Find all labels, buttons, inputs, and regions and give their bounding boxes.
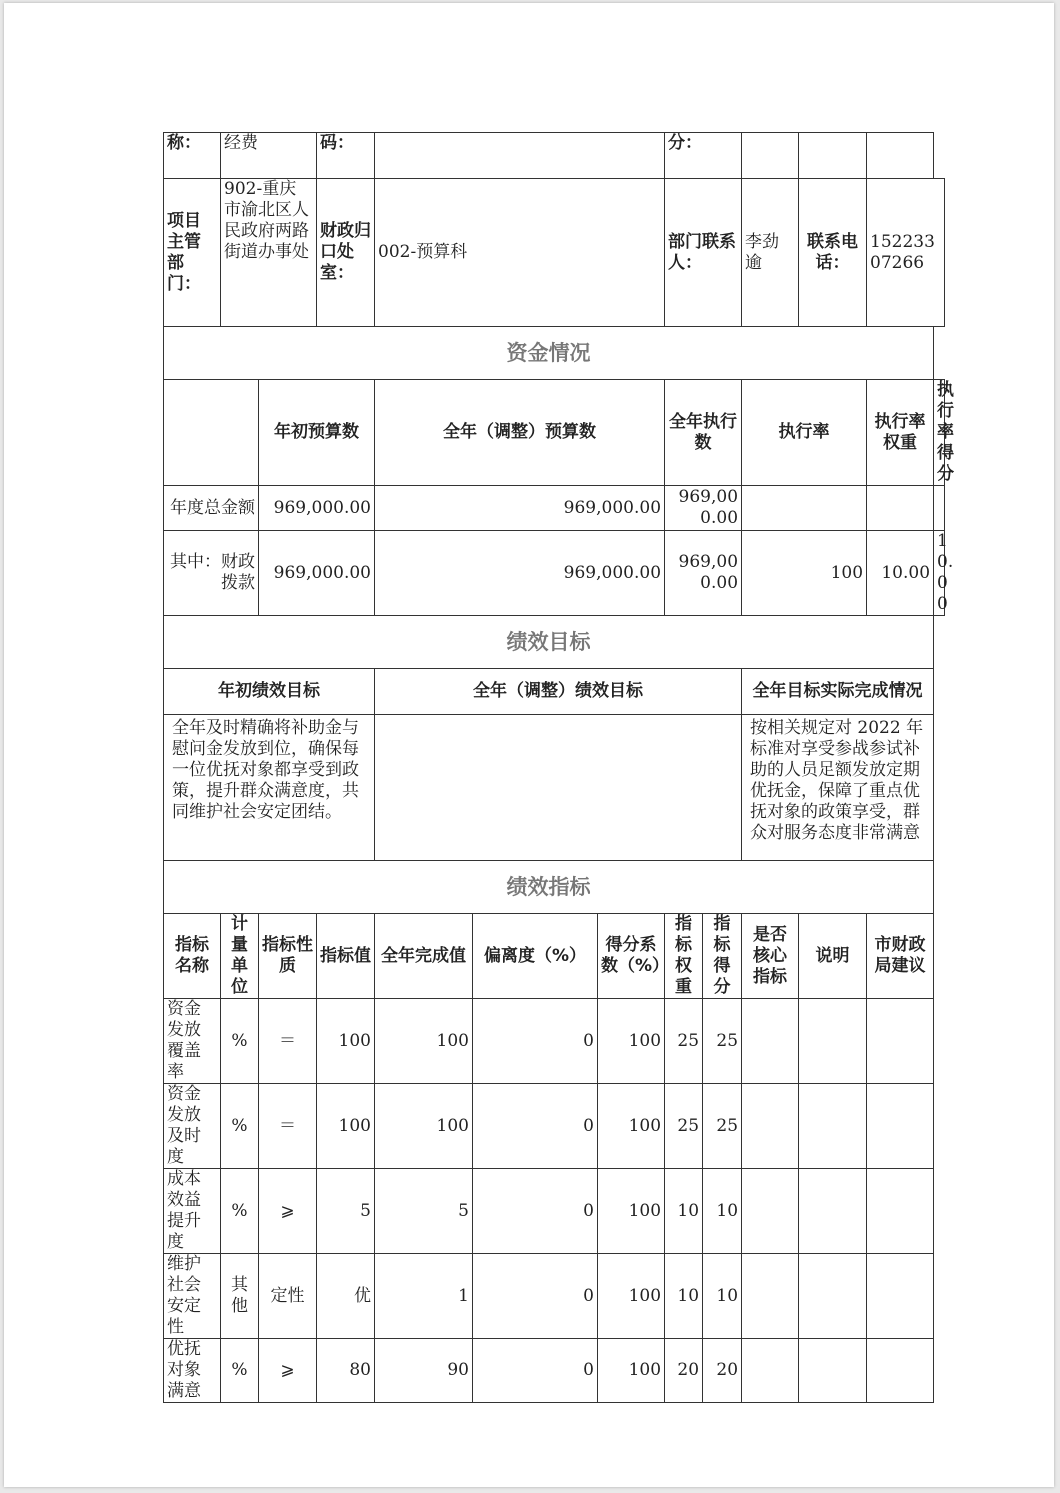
funds-fiscal-label: 其中：财政拨款: [164, 531, 259, 616]
indicators-section-title: 绩效指标: [164, 861, 934, 914]
indicator-value: 100: [317, 1084, 375, 1169]
indicator-name: 优抚对象满意: [164, 1339, 221, 1403]
score-label: 分：: [665, 133, 742, 179]
indicator-nature: 定性: [259, 1254, 317, 1339]
indicator-core: [742, 999, 799, 1084]
indicator-completed: 100: [375, 1084, 473, 1169]
ind-header-nature: 指标性质: [259, 914, 317, 999]
contact-label: 部门联系人：: [665, 179, 742, 327]
indicator-name: 成本效益提升度: [164, 1169, 221, 1254]
indicator-completed: 90: [375, 1339, 473, 1403]
funds-total-initial: 969,000.00: [259, 486, 375, 531]
funds-fiscal-adjusted: 969,000.00: [375, 531, 665, 616]
goals-initial-text: 全年及时精确将补助金与慰问金发放到位，确保每一位优抚对象都享受到政策，提升群众满意度，共同维护社会安定团结。: [164, 715, 375, 861]
performance-evaluation-table: [163, 132, 955, 1403]
ind-header-score: 指标得分: [703, 914, 742, 999]
name-value: 经费: [221, 133, 317, 179]
funds-total-label: 年度总金额: [164, 486, 259, 531]
indicator-nature: ＝: [259, 999, 317, 1084]
indicator-unit: %: [221, 1339, 259, 1403]
indicator-row: [164, 1339, 945, 1403]
indicators-body: [164, 999, 945, 1403]
indicator-deviation: 0: [473, 1339, 598, 1403]
goals-actual-text: 按相关规定对 2022 年标准对享受参战参试补助的人员足额发放定期优抚金，保障了重点优抚对象的政策享受，群众对服务态度非常满意: [742, 715, 934, 861]
funds-total-score: [934, 486, 945, 531]
ind-header-completed: 全年完成值: [375, 914, 473, 999]
indicator-note: [799, 1339, 867, 1403]
funds-header-initial: 年初预算数: [259, 380, 375, 486]
dept-value: 902-重庆市渝北区人民政府两路街道办事处: [221, 179, 317, 327]
indicator-unit: %: [221, 1169, 259, 1254]
indicator-weight: 20: [665, 1339, 703, 1403]
funds-header-executed: 全年执行数: [665, 380, 742, 486]
name-label: 称：: [164, 133, 221, 179]
indicator-coefficient: 100: [598, 1169, 665, 1254]
funds-header-score: 执行率得分: [934, 380, 945, 486]
indicator-score: 25: [703, 999, 742, 1084]
indicator-deviation: 0: [473, 1254, 598, 1339]
funds-header-row: [164, 380, 945, 486]
funds-fiscal-initial: 969,000.00: [259, 531, 375, 616]
indicator-row: [164, 999, 945, 1084]
office-value: 002-预算科: [375, 179, 665, 327]
funds-total-row: [164, 486, 945, 531]
ind-header-value: 指标值: [317, 914, 375, 999]
funds-section-title: 资金情况: [164, 327, 934, 380]
funds-section-row: [164, 327, 945, 380]
funds-fiscal-weight: 10.00: [867, 531, 934, 616]
indicator-note: [799, 1084, 867, 1169]
indicator-core: [742, 1254, 799, 1339]
indicator-weight: 10: [665, 1254, 703, 1339]
indicator-name: 维护社会安定性: [164, 1254, 221, 1339]
score-value-3: [867, 133, 934, 179]
indicator-deviation: 0: [473, 1084, 598, 1169]
indicator-value: 80: [317, 1339, 375, 1403]
indicator-score: 10: [703, 1169, 742, 1254]
indicator-suggestion: [867, 1339, 934, 1403]
indicator-core: [742, 1169, 799, 1254]
indicator-value: 优: [317, 1254, 375, 1339]
funds-fiscal-executed: 969,000.00: [665, 531, 742, 616]
score-value-1: [742, 133, 799, 179]
goals-section-row: [164, 616, 945, 669]
indicator-completed: 1: [375, 1254, 473, 1339]
phone-value: 15223307266: [867, 179, 945, 327]
goals-header-row: [164, 669, 945, 715]
indicator-row: [164, 1084, 945, 1169]
indicator-unit: %: [221, 999, 259, 1084]
goals-header-adjusted: 全年（调整）绩效目标: [375, 669, 742, 715]
dept-label: 项目主管部门：: [164, 179, 221, 327]
indicator-suggestion: [867, 999, 934, 1084]
indicator-unit: %: [221, 1084, 259, 1169]
contact-value: 李劲逾: [742, 179, 799, 327]
indicator-value: 100: [317, 999, 375, 1084]
funds-total-rate: [742, 486, 867, 531]
score-value-2: [799, 133, 867, 179]
goals-header-actual: 全年目标实际完成情况: [742, 669, 934, 715]
office-label: 财政归口处室：: [317, 179, 375, 327]
indicator-coefficient: 100: [598, 1084, 665, 1169]
funds-header-weight: 执行率权重: [867, 380, 934, 486]
indicator-weight: 25: [665, 1084, 703, 1169]
funds-header-rate: 执行率: [742, 380, 867, 486]
ind-header-name: 指标名称: [164, 914, 221, 999]
indicator-weight: 10: [665, 1169, 703, 1254]
goals-section-title: 绩效目标: [164, 616, 934, 669]
indicator-completed: 5: [375, 1169, 473, 1254]
indicator-suggestion: [867, 1084, 934, 1169]
indicator-score: 20: [703, 1339, 742, 1403]
funds-header-adjusted: 全年（调整）预算数: [375, 380, 665, 486]
ind-header-note: 说明: [799, 914, 867, 999]
funds-fiscal-score: 10.00: [934, 531, 945, 616]
indicator-name: 资金发放及时度: [164, 1084, 221, 1169]
indicator-deviation: 0: [473, 1169, 598, 1254]
indicator-score: 10: [703, 1254, 742, 1339]
indicator-unit: 其他: [221, 1254, 259, 1339]
name-row: [164, 133, 945, 179]
funds-total-executed: 969,000.00: [665, 486, 742, 531]
indicator-suggestion: [867, 1254, 934, 1339]
ind-header-coefficient: 得分系数（%）: [598, 914, 665, 999]
indicator-note: [799, 1169, 867, 1254]
indicators-section-row: [164, 861, 945, 914]
indicator-note: [799, 1254, 867, 1339]
indicator-completed: 100: [375, 999, 473, 1084]
indicator-suggestion: [867, 1169, 934, 1254]
document-page: [4, 3, 1054, 1487]
indicator-note: [799, 999, 867, 1084]
funds-header-blank: [164, 380, 259, 486]
indicator-core: [742, 1339, 799, 1403]
code-label: 码：: [317, 133, 375, 179]
funds-total-weight: [867, 486, 934, 531]
indicator-nature: ⩾: [259, 1169, 317, 1254]
funds-fiscal-rate: 100: [742, 531, 867, 616]
indicator-coefficient: 100: [598, 1339, 665, 1403]
phone-label: 联系电话：: [799, 179, 867, 327]
funds-total-adjusted: 969,000.00: [375, 486, 665, 531]
ind-header-unit: 计量单位: [221, 914, 259, 999]
indicator-value: 5: [317, 1169, 375, 1254]
goals-adjusted-text: [375, 715, 742, 861]
indicator-nature: ⩾: [259, 1339, 317, 1403]
funds-fiscal-row: [164, 531, 945, 616]
indicator-core: [742, 1084, 799, 1169]
ind-header-suggestion: 市财政局建议: [867, 914, 934, 999]
ind-header-core: 是否核心指标: [742, 914, 799, 999]
project-info-row: [164, 179, 945, 327]
indicator-deviation: 0: [473, 999, 598, 1084]
code-value: [375, 133, 665, 179]
indicator-row: [164, 1254, 945, 1339]
indicator-name: 资金发放覆盖率: [164, 999, 221, 1084]
indicator-weight: 25: [665, 999, 703, 1084]
indicators-header-row: [164, 914, 945, 999]
goals-header-initial: 年初绩效目标: [164, 669, 375, 715]
indicator-score: 25: [703, 1084, 742, 1169]
indicator-coefficient: 100: [598, 1254, 665, 1339]
ind-header-deviation: 偏离度（%）: [473, 914, 598, 999]
indicator-row: [164, 1169, 945, 1254]
indicator-coefficient: 100: [598, 999, 665, 1084]
indicator-nature: ＝: [259, 1084, 317, 1169]
goals-content-row: [164, 715, 945, 861]
ind-header-weight: 指标权重: [665, 914, 703, 999]
